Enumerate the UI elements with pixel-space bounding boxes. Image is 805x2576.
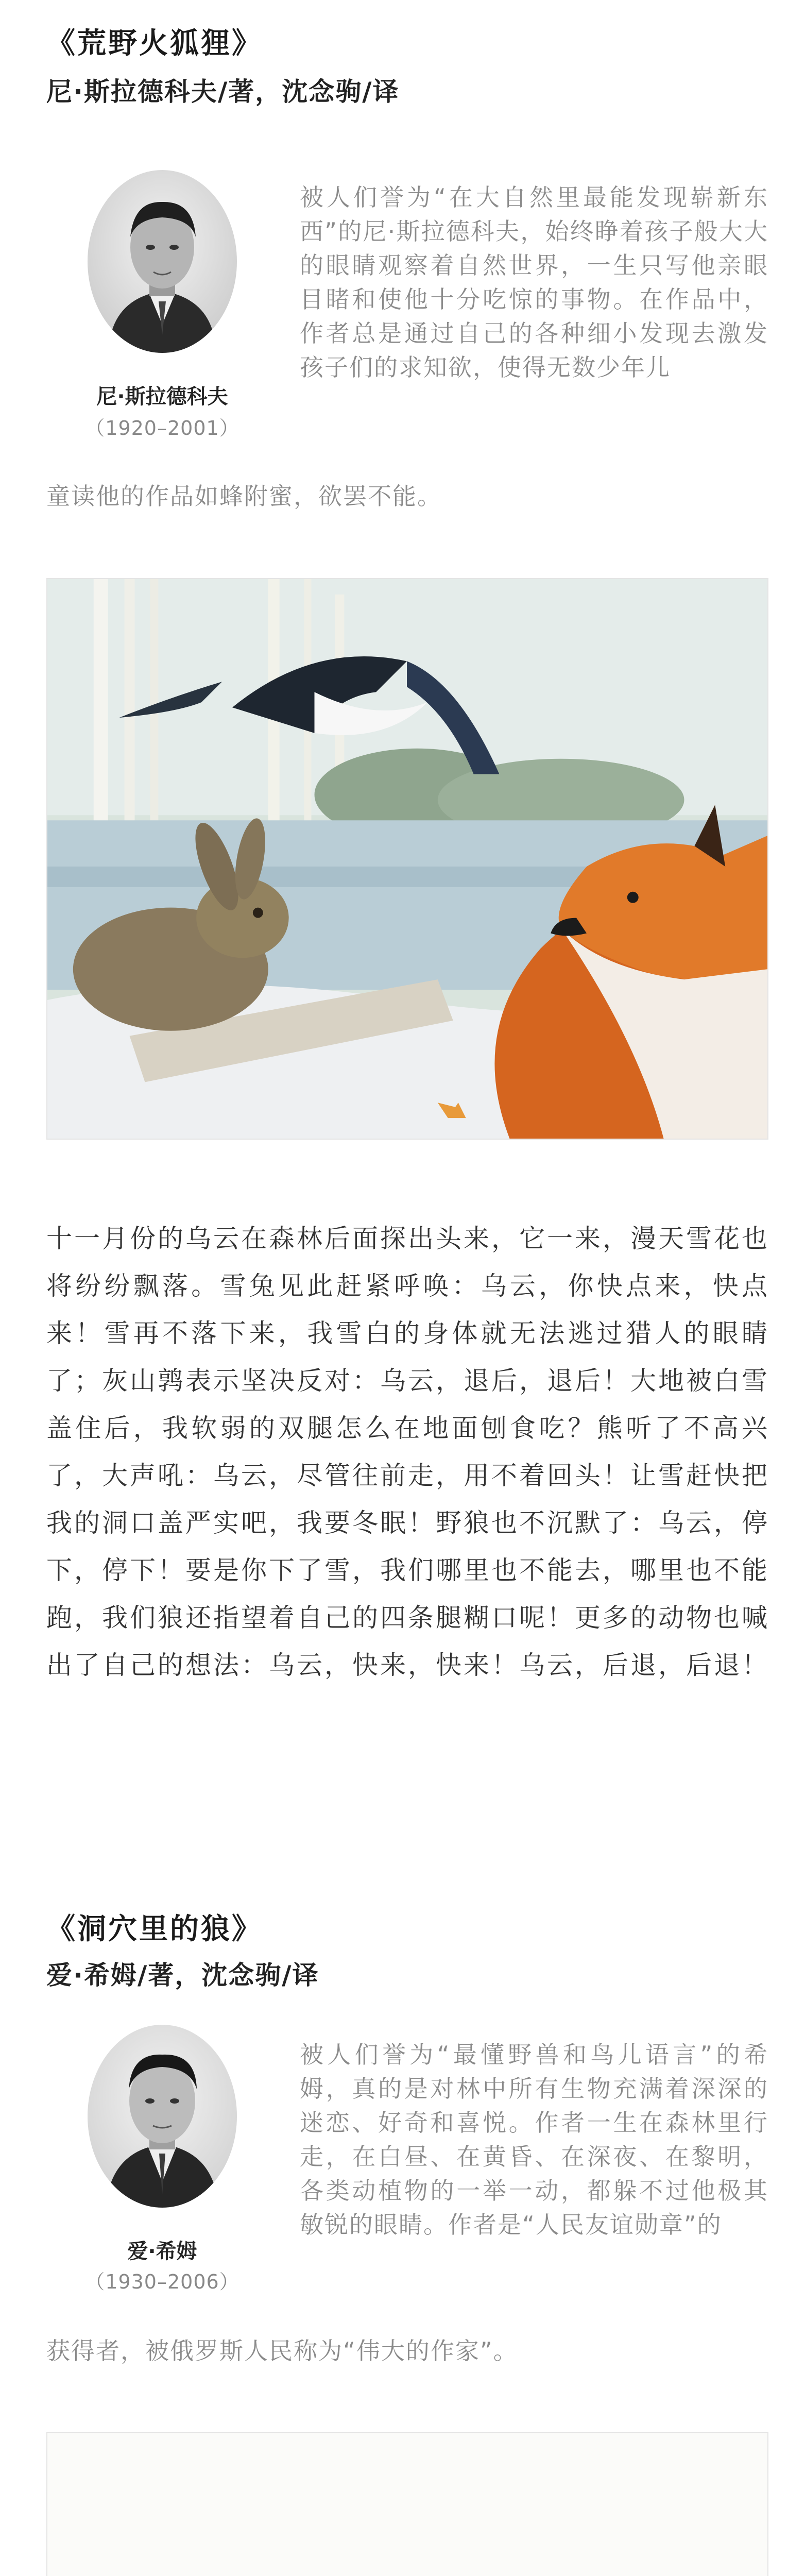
author-bio-continued: 获得者，被俄罗斯人民称为“伟大的作家”。 bbox=[46, 2337, 518, 2365]
fox-illustration bbox=[46, 578, 768, 1140]
author-portrait bbox=[88, 2025, 237, 2208]
book-title: 《洞穴里的狼》 bbox=[46, 1912, 263, 1946]
book-credit: 爱·希姆/著，沈念驹/译 bbox=[46, 1960, 319, 1990]
author-name: 爱·希姆 bbox=[127, 2240, 197, 2263]
author-years: （1930–2006） bbox=[85, 2270, 239, 2293]
author-bio-continued: 童读他的作品如蜂附蜜，欲罢不能。 bbox=[46, 482, 442, 510]
story-excerpt: 十一月份的乌云在森林后面探出头来，它一来，漫天雪花也将纷纷飘落。雪兔见此赶紧呼唤：乌云，你快点来，快点来！雪再不落下来，我雪白的身体就无法逃过猎人的眼睛了；灰山鹑表示坚决反对：乌云，退后，退后！大地被白雪盖住后，我软弱的双腿怎么在地面刨食吃？熊听了不高兴了，大声吼：乌云，尽管往前走，用不着回头！让雪赶快把我的洞口盖严实吧，我要冬眠！野狼也不沉默了：乌云，停下，停下！要是你下了雪，我们哪里也不能去，哪里也不能跑，我们狼还指望着自己的四条腿糊口呢！更多的动物也喊出了自己的想法：乌云，快来，快来！乌云，后退，后退！ bbox=[46, 1224, 769, 1680]
author-name: 尼·斯拉德科夫 bbox=[96, 385, 228, 409]
author-portrait bbox=[88, 170, 237, 353]
author-bio: 被人们誉为“在大自然里最能发现崭新东西”的尼·斯拉德科夫，始终睁着孩子般大大的眼睛观察着自然世界，一生只写他亲眼目睹和使他十分吃惊的事物。在作品中，作者总是通过自己的各种细小发现去激发孩子们的求知欲，使得无数少年儿 bbox=[300, 183, 768, 381]
book-title: 《荒野火狐狸》 bbox=[46, 27, 263, 60]
author-bio: 被人们誉为“最懂野兽和鸟儿语言”的希姆，真的是对林中所有生物充满着深深的迷恋、好奇和喜悦。作者一生在森林里行走，在白昼、在黄昏、在深夜、在黎明，各类动植物的一举一动，都躲不过他极其敏锐的眼睛。作者是“人民友谊勋章”的 bbox=[300, 2041, 768, 2239]
mushroom-illustration bbox=[46, 2432, 768, 2576]
author-years: （1920–2001） bbox=[85, 417, 239, 439]
book-credit: 尼·斯拉德科夫/著，沈念驹/译 bbox=[46, 77, 400, 107]
